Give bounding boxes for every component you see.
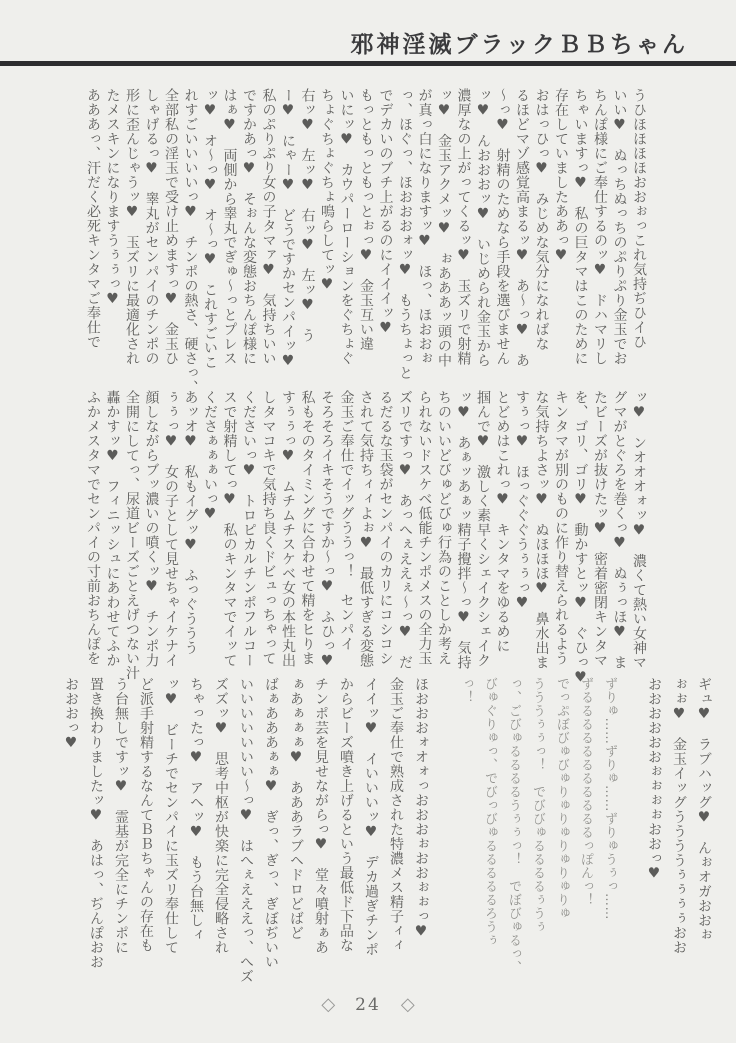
text-segment-normal — [58, 677, 433, 993]
text-column: 全部私の淫玉で受け止めますっ♥ 金玉ひ — [163, 88, 179, 366]
text-column: びゅぐりゅっ、でびっびゅるるるるるろうぅ — [482, 677, 497, 947]
text-column: ずるるるるるるるるるるるっぽんっ！ — [578, 677, 593, 907]
text-column: しタマコキで気持ち良くドビュっちゃって — [260, 390, 277, 666]
text-column: 存在していましたああっ♥ — [553, 88, 569, 264]
diamond-icon-left: ◇ — [321, 994, 336, 1015]
text-column: いい♥ ぬっちぬっちのぷりぷり金玉でお — [611, 88, 628, 366]
page-title: 邪神淫滅ブラックＢＢちゃん — [350, 31, 688, 58]
text-column: られないドスケベ低能チンポメスの全力玉 — [416, 390, 433, 666]
paragraph-middle — [83, 390, 649, 686]
text-column: たビーズが抜けたッ♥ 密着密閉キンタマ — [592, 390, 608, 668]
text-column: 私のぷりぷり女の子タマァ♥ 気持ちいい — [260, 88, 277, 366]
text-column: キンタマが別のものに作り替えられるよう — [553, 390, 569, 666]
text-segment-normal — [83, 390, 649, 686]
text-column: すぅぅっ♥ ムチムチスケベ女の本性丸出 — [280, 390, 296, 668]
text-column: ッ♥ ビーチでセンパイに玉ズリ奉仕して — [163, 677, 179, 955]
text-column: くださいっ♥ トロピカルチンポフルコー — [241, 390, 257, 668]
text-column: おはっひっ♥ みじめな気分になればな — [533, 88, 550, 351]
text-column: 掴んで♥ 激しく素早くシェイクシェイク — [475, 390, 491, 668]
text-column: 〜っ♥ 射精のためなら手段を選びません — [494, 88, 511, 366]
text-column: しゃげるっ♥ 睾丸がセンパイのチンポの — [143, 88, 160, 366]
text-column: でデカいのブチ上がるのにイイイッ♥ — [377, 88, 394, 337]
text-column: ッ♥ 金玉アクメッ♥ ぉあああッ頭の中 — [436, 88, 452, 368]
text-column: すぅっ♥ ほっぐぐぐうぅぅっ♥ — [514, 390, 530, 612]
text-column: ッ♥ オ〜っ♥ オ〜っ♥ これすごいこ — [202, 88, 218, 370]
text-column: ぅぅっ♥ 女の子として見せちゃイケナイ — [163, 390, 179, 668]
text-column: を、ゴリ、ゴリ♥ 動かすとッ♥ ぐひっ♥ — [572, 390, 589, 686]
text-column: はぁ♥ 両側から睾丸でぎゅ〜っとプレス — [221, 88, 238, 366]
text-column: ッ♥ んおおおッ♥ いじめられ金玉から — [475, 88, 491, 368]
text-column: おおおっ♥ — [63, 677, 79, 752]
text-column: ちゃったっ♥ アヘッ♥ もう台無しィ — [188, 677, 204, 942]
text-column: れすごいいいいっ♥ チンポの熱さ、硬さっ、 — [182, 88, 199, 395]
text-column: でっぷぼびゅびゅりゅりゅりゅりゅりゅ — [554, 677, 569, 920]
text-column: 顔しながらブッ濃いの噴くッ♥ チンポ力 — [143, 390, 160, 668]
text-segment-normal — [641, 677, 716, 993]
text-column: もっともっともっとぉっ♥ 金玉互い違 — [358, 88, 374, 351]
text-column: 置き換わりましたッ♥ あはっ、ぢんぽおお — [88, 677, 104, 969]
text-column: ばぁあああぁぁ♥ ぎっ、ぎっ、ぎぼぢいい — [263, 677, 279, 969]
text-column: っ、ほぐっ、ほおおおォッ♥ もうちょっと — [397, 88, 413, 380]
text-column: ギュ♥ ラブハッグ♥ んぉオガおおぉ — [696, 677, 712, 942]
diamond-icon-right: ◇ — [400, 994, 415, 1015]
text-column: 私もそのタイミングに合わせて精をヒりま — [299, 390, 316, 666]
text-column: チンポ芸を見せながらっ♥ 堂々噴射ぁあ — [313, 677, 329, 955]
text-column: ど派手射精するなんてＢＢちゃんの存在も — [138, 677, 154, 953]
header-divider-rule — [0, 61, 736, 66]
text-column: とどめはこれっ♥ キンタマをゆるめに — [494, 390, 511, 653]
text-segment-sfx — [453, 677, 621, 993]
text-segment-normal — [83, 88, 649, 395]
text-column: ぁあぁぁぁ♥ あああラブヘドロどばど — [288, 677, 304, 940]
text-column: いにッ♥ カウパーローションをぐちょぐ — [338, 88, 355, 366]
text-column: っ！ — [458, 677, 473, 704]
text-column: ッ♥ ンオオオォッ♥ 濃くて熱い女神マ — [631, 390, 647, 670]
text-column: グマがとぐろを巻くっ♥ ぬぅっほ♥ ま — [611, 390, 628, 670]
text-column: ちのいいどびゅどびゅ行為のことしか考え — [436, 390, 452, 666]
text-column: ふかメスタマでセンパイの寸前おちんぽを — [85, 390, 101, 666]
text-column: うううぅぅっ！ でびびゅるるるるぅうぅ — [530, 677, 545, 934]
text-column: ずりゅ……ずりゅ……ずりゅうぅっ…… — [602, 677, 617, 920]
text-column: 右ッ♥ 左ッ♥ 右ッ♥ 左ッ♥ う — [299, 88, 316, 343]
text-column: るほどマゾ感覚高まるッ♥ あ〜っ♥ あ — [514, 88, 530, 368]
text-column: ッ♥ あぁッあぁッ精子攪拌〜っ♥ 気持 — [455, 390, 472, 670]
text-column: 轟かすッ♥ フィニッシュにあわせてふか — [104, 390, 121, 668]
text-column: いいいいいいい〜っ♥ はへぇえええっ、へズ — [238, 677, 254, 984]
text-column: が真っ白になりますッ♥ ほっ、ほおおぉ — [416, 88, 433, 366]
paragraph-bottom — [58, 677, 716, 993]
text-column: ズリですっ♥ あっへぇええぇ〜っ♥ だ — [397, 390, 413, 670]
text-column: ズズッ♥ 思考中枢が快楽に完全侵略され — [213, 677, 229, 955]
text-column: 金玉ご奉仕でイッグううっ！ センパイ — [338, 390, 355, 651]
text-column: ー♥ にゃー♥ どうですかセンパイッ♥ — [280, 88, 296, 370]
text-column: たメスキンになりますうぅぅっ♥ — [104, 88, 121, 308]
text-column: ちんぽ様にご奉仕するのッ♥ ドハマリし — [592, 88, 608, 366]
text-column: からビーズ噴き上げるという最低ド下品な — [338, 677, 354, 953]
text-column: ちゃいますっ♥ 私の巨タマはこのために — [572, 88, 589, 366]
text-column: ちょぐちょぐちょ鳴らしてッ♥ — [319, 88, 335, 293]
text-column: ほおおおォオォっおおおぉおおぉぉっ♥ — [413, 677, 429, 940]
text-column: っ、ごびゅるるるるうぅぅっ！ でぼびゅるっ、 — [506, 677, 521, 974]
text-column: う台無しですッ♥ 霊基が完全にチンポに — [113, 677, 129, 955]
text-column: な気持ちよさッ♥ ぬほほほ♥ 鼻水出ま — [533, 390, 550, 670]
page-footer — [0, 994, 736, 1015]
text-column: イイッ♥ イいいいッ♥ デカ過ぎチンポ — [363, 677, 379, 957]
text-column: そろそろイキそうですか〜っ♥ ふひっ♥ — [319, 390, 335, 670]
text-column: されて気持ちィィよぉ♥ 最低すぎる変態 — [358, 390, 374, 668]
page-number: 24 — [355, 995, 381, 1015]
text-column: ぉぉ♥ 金玉イッグううううぅぅぅぅおお — [671, 677, 687, 955]
text-column: 形に歪んじゃうッ♥ 玉ズリに最適化され — [124, 88, 140, 366]
text-column: るだるな玉袋がセンパイのカリにコシコシ — [377, 390, 394, 666]
text-column: おおおおおおぉぉぉぉおおっ♥ — [646, 677, 662, 882]
text-column: うひほほほほおおぉっこれ気持ぢひイひ — [631, 88, 647, 349]
text-column: 濃厚なの上がってくるッ♥ 玉ズリで射精 — [455, 88, 472, 366]
paragraph-top — [83, 88, 649, 395]
text-column: ですかあっ♥ そぉんな変態おちんぽ様に — [241, 88, 257, 366]
text-column: スで射精してっ♥ 私のキンタマでイッて — [221, 390, 238, 668]
text-column: あッオ♥ 私もイグッ♥ ふっぐううう — [182, 390, 199, 655]
text-column: 全開にしてっ、尿道ビーズごとえげつない汁 — [124, 390, 140, 680]
text-column: 金玉ご奉仕で熟成された特濃メス精子ィィ — [388, 677, 404, 953]
text-column: あああっ、汗だく必死キンタマご奉仕で — [85, 88, 101, 349]
text-column: くださぁぁぁいっ♥ — [202, 390, 218, 523]
